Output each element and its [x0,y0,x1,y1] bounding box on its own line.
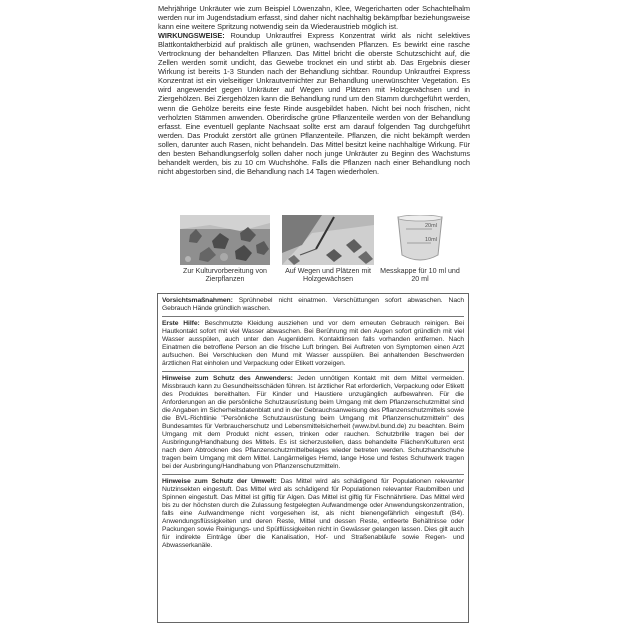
cap-mark-20ml: 20ml [425,223,437,229]
divider [162,474,464,475]
user-protection-heading: Hinweise zum Schutz des Anwenders: [162,375,293,383]
environment-section [162,478,464,550]
user-protection-section [162,375,464,471]
environment-text: Das Mittel wird als schädigend für Populationen relevanter Nutzinsekten eingestuft. Das Mittel wird als schädigend für Populationen relevanter Raubmilben und Spinnen eingestuft. Das Mittel ist giftig für Algen. Das Mittel ist giftig für Fischnährtiere. Das Mittel wird bis zu der höchsten durch die Zulassung festgelegten Aufwandmenge oder Anwendungskonzentration, falls eine Aufwandmenge nicht vorgesehen ist, als nicht bienengefährlich eingestuft (B4). Anwendungsflüssigkeiten und deren Reste, Mittel und dessen Reste, entleerte Behältnisse oder Packungen sowie Reinigungs- und Spülflüssigkeiten nicht in Gewässer gelangen lassen. Dies gilt auch für indirekte Einträge über die Kanalisation, Hof- und Straßenabläufe sowie Regen- und Abwasserkanäle. [162,478,464,550]
first-aid-heading: Erste Hilfe: [162,320,200,328]
paths-image [282,215,374,265]
environment-heading: Hinweise zum Schutz der Umwelt: [162,478,277,486]
paths-illustration [282,215,374,265]
usage-text [158,4,470,176]
first-aid-section [162,320,464,368]
ornamental-plants-caption: Zur Kulturvorbereitung von Zierpflanzen [183,267,267,284]
measuring-cap-caption: Messkappe für 10 ml und 20 ml [380,267,460,284]
paths-caption: Auf Wegen und Plätzen mit Holzgewächsen [285,267,371,284]
precautions-text: Sprühnebel nicht einatmen. Verschüttungen sofort abwaschen. Nach Gebrauch Hände gründlich waschen. [162,297,464,313]
measuring-cap-image [392,215,448,265]
mode-of-action-text: Roundup Unkrautfrei Express Konzentrat wirkt als nicht selektives Blattkontaktherbizid auf praktisch alle grünen, wachsenden Pflanzen. Es bewirkt eine rasche Vertrocknung der behandelten Pflanzen. Das Mittel bricht die oberste Schutzschicht auf, die Zellen werden somit undicht, das Gewebe trocknet ein und stirbt ab. Das Ergebnis dieser Wirkung ist bereits 1-3 Stunden nach der Behandlung sichtbar. Roundup Unkrautfrei Express Konzentrat ist ein vielseitiger Unkrautvernichter zur Behandlung unerwünschter Vegetation. Es wird angewendet gegen Unkräuter auf Wegen und Plätzen mit Holzgewächsen und in Ziergehölzen. Bei Ziergehölzen kann die Behandlung rund um den Stamm durchgeführt werden, wenn die Gehölze bereits eine feste Rinde ausgebildet haben. Nicht bei noch frischen, nicht verholzten Stämmen anwenden. Oberirdische grüne Pflanzenteile werden von der Behandlung erfasst. Eine eventuell geplante Nachsaat sollte erst am darauf folgenden Tag durchgeführt werden. Das Produkt zerstört alle grünen Pflanzenteile. Pflanzen, die nicht bekämpft werden sollen, darunter auch Rasen, nicht behandeln. Das Mittel besitzt keine nachhaltige Wirkung. Für den besten Behandlungserfolg sollen daher noch junge Unkräuter zu Beginn des Wachstums behandelt werden, bis zu 10 cm Wuchshöhe. Falls die Pflanzen nach einer Behandlung noch nicht abgestorben sind, die Behandlung nach 14 Tagen wiederholen. [158,31,470,176]
cap-mark-10ml: 10ml [425,237,437,243]
divider [162,371,464,372]
first-aid-text: Beschmutzte Kleidung ausziehen und vor dem erneuten Gebrauch reinigen. Bei Hautkontakt sofort mit viel Wasser abwaschen. Bei Berührung mit den Augen sofort gründlich mit viel Wasser ausspülen, auch unter den Augenlidern. Kontaktlinsen falls vorhanden entfernen. Nach Einatmen die betroffene Person an die frische Luft bringen. Bei Auftreten von Symptomen einen Arzt aufsuchen. Bei Verschlucken den Mund mit Wasser ausspülen. Bei anhaltenden Beschwerden ärztlichen Rat einholen und Verpackung oder Etikett vorzeigen. [162,320,464,368]
mode-of-action-paragraph [158,31,470,176]
safety-box [157,293,469,623]
perennial-weeds-paragraph: Mehrjährige Unkräuter wie zum Beispiel Löwenzahn, Klee, Wegericharten oder Schachtelhalm werden nur im Jugendstadium erfasst, sind daher nicht nachhaltig bekämpfbar beziehungsweise kann eine weitere Spritzung notwendig sein da Wiederaustrieb möglich ist. [158,4,470,32]
precautions-section [162,297,464,313]
application-images [158,215,470,295]
precautions-heading: Vorsichtsmaßnahmen: [162,297,233,304]
divider [162,316,464,317]
mode-of-action-heading: WIRKUNGSWEISE: [158,31,225,41]
user-protection-text: Jeden unnötigen Kontakt mit dem Mittel vermeiden. Missbrauch kann zu Gesundheitsschäden führen. Ist ärztlicher Rat erforderlich, Verpackung oder Etikett des Produktes bereithalten. Für Kinder und Haustiere unzugänglich aufbewahren. Für die Anforderungen an die persönliche Schutzausrüstung beim Umgang mit dem Pflanzenschutzmittel sind die Angaben im Sicherheitsdatenblatt und in der Gebrauchsanweisung des Pflanzenschutzmittels sowie die BVL-Richtlinie "Persönliche Schutzausrüstung beim Umgang mit Pflanzenschutzmitteln" des Bundesamtes für Verbraucherschutz und Lebensmittelsicherheit (www.bvl.bund.de) zu beachten. Beim Umgang mit dem Produkt nicht essen, trinken oder rauchen. Schutzbrille tragen bei der Ausbringung/Handhabung des Mittels. Es ist sicherzustellen, dass behandelte Flächen/Kulturen erst nach dem Abtrocknen des Pflanzenschutzmittelbelages wieder betreten werden. Schutzhandschuhe tragen beim Umgang mit dem Mittel. Langärmeliges Hemd, lange Hose und festes Schuhwerk tragen bei der Ausbringung/Handhabung von Pflanzenschutzmitteln. [162,375,464,471]
ornamental-plants-image [180,215,270,265]
measuring-cap-illustration [392,215,448,265]
ornamental-plants-illustration [180,215,270,265]
